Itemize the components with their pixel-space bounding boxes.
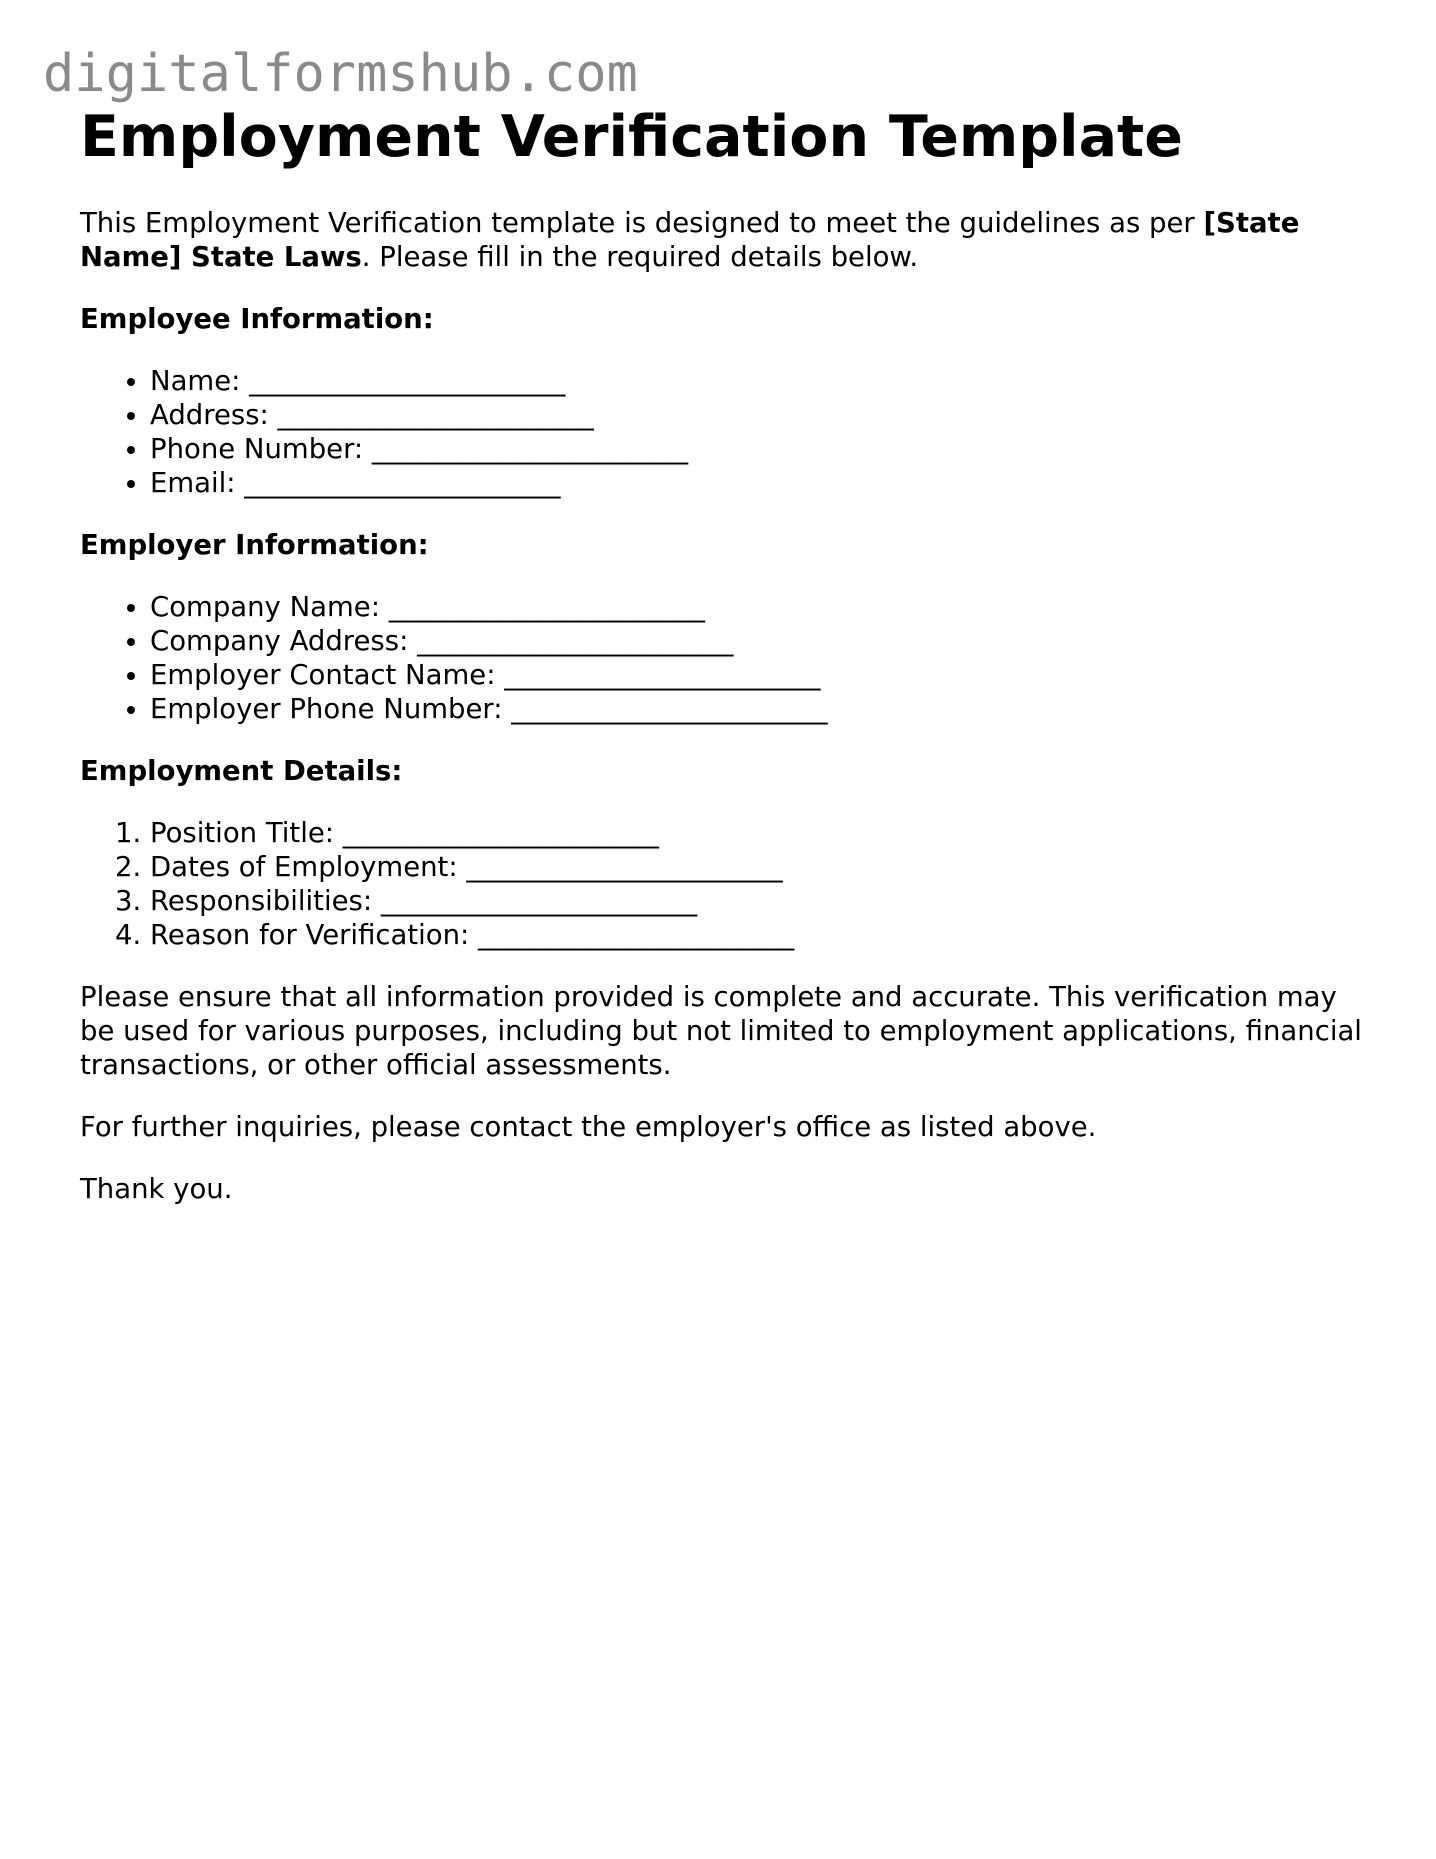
employer-info-heading: Employer Information: (80, 529, 429, 561)
responsibilities-field: 3. Responsibilities: _______________________ (150, 884, 1370, 918)
reason-for-verification-field: 4. Reason for Verification: _______________________ (150, 918, 1370, 952)
employee-address-field: • Address: _______________________ (150, 398, 1370, 432)
employer-phone-field: • Employer Phone Number: _______________________ (150, 692, 1370, 726)
employee-email-field: • Email: _______________________ (150, 466, 1370, 500)
employment-details-heading: Employment Details: (80, 755, 403, 787)
employee-name-field: • Name: _______________________ (150, 364, 1370, 398)
employment-details-list (80, 816, 1370, 952)
intro-state-laws: [State Name] State Laws (80, 207, 1300, 273)
position-title-field: 1. Position Title: _______________________ (150, 816, 1370, 850)
company-address-field: • Company Address: _______________________ (150, 624, 1370, 658)
employer-info-list (80, 590, 1370, 726)
page-title: Employment Verification Template (80, 104, 1183, 170)
dates-of-employment-field: 2. Dates of Employment: _______________________ (150, 850, 1370, 884)
intro-text-end: . Please fill in the required details below. (361, 241, 919, 273)
accuracy-note: Please ensure that all information provided is complete and accurate. This verification may be used for various purposes, including but not limited to employment applications, financial transactions, or other official assessments. (80, 981, 1362, 1081)
document-body (80, 100, 1370, 1206)
employee-info-list (80, 364, 1370, 500)
employee-info-heading: Employee Information: (80, 303, 434, 335)
inquiries-note: For further inquiries, please contact the employer's office as listed above. (80, 1111, 1097, 1143)
employer-contact-name-field: • Employer Contact Name: _______________________ (150, 658, 1370, 692)
employee-phone-field: • Phone Number: _______________________ (150, 432, 1370, 466)
closing-text: Thank you. (80, 1173, 233, 1205)
intro-text-start: This Employment Verification template is designed to meet the guidelines as per (80, 207, 1204, 239)
watermark: digitalformshub.com (43, 44, 638, 104)
intro-paragraph (80, 206, 1370, 274)
company-name-field: • Company Name: _______________________ (150, 590, 1370, 624)
